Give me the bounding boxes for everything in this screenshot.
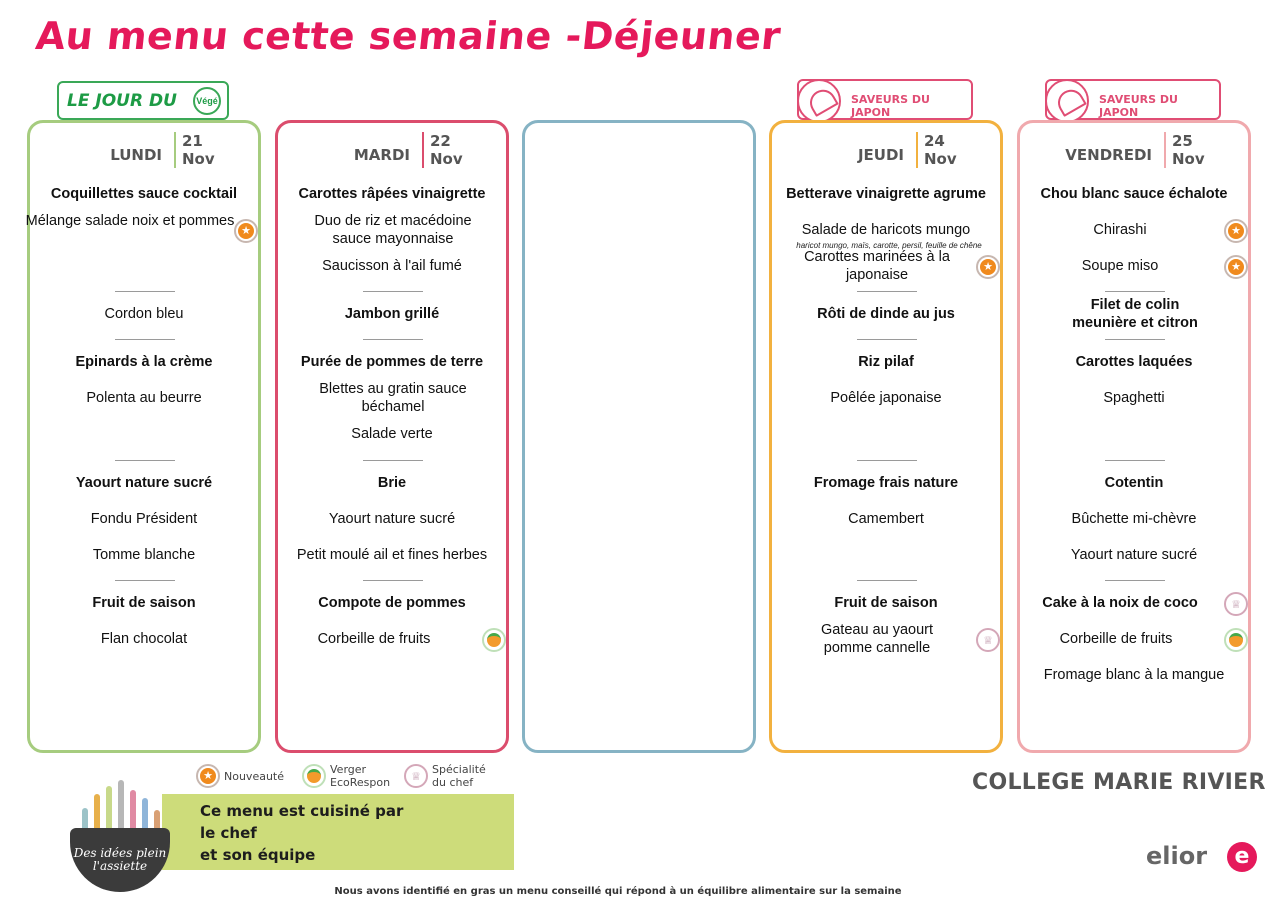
menu-item: Fromage frais nature — [813, 475, 959, 491]
page-title: Au menu cette semaine -Déjeuner — [33, 14, 784, 58]
divider — [115, 291, 175, 292]
day-separator — [422, 132, 424, 168]
day-separator — [1164, 132, 1166, 168]
menu-item: Camembert — [848, 511, 924, 527]
footer-note: Nous avons identifié en gras un menu conseillé qui répond à un équilibre alimentaire sur la semaine — [334, 886, 902, 897]
menu-item: Chou blanc sauce échalote — [1040, 186, 1228, 202]
apple-badge-icon — [482, 628, 506, 652]
apple-badge-icon — [1224, 628, 1248, 652]
banner-vege-label: LE JOUR DU — [67, 90, 177, 111]
menu-item: Flan chocolat — [100, 631, 188, 647]
day-date: 24 Nov — [924, 132, 957, 168]
apple-badge-icon — [302, 764, 326, 788]
menu-item: Mélange salade noix et pommes — [25, 213, 235, 229]
star-badge-icon: ★ — [1224, 255, 1248, 279]
divider — [857, 460, 917, 461]
divider — [857, 339, 917, 340]
menu-item: Yaourt nature sucré — [75, 475, 213, 491]
banner-jour-du-vege — [57, 81, 229, 120]
menu-item: Gateau au yaourt pomme cannelle — [820, 622, 934, 656]
day-column-vendredi — [1017, 120, 1251, 753]
chef-hat-badge-icon: ♕ — [1224, 592, 1248, 616]
banner-japon-label: SAVEURS DU JAPON — [1099, 93, 1178, 119]
chef-message-line: et son équipe — [200, 846, 316, 864]
divider — [363, 580, 423, 581]
menu-item: Fruit de saison — [834, 595, 938, 611]
menu-item: Salade de haricots mungo — [801, 222, 971, 238]
menu-item: Carottes laquées — [1075, 354, 1193, 370]
menu-item: Cotentin — [1104, 475, 1164, 491]
menu-item: Duo de riz et macédoine sauce mayonnaise — [314, 213, 472, 247]
menu-item: Corbeille de fruits — [1059, 631, 1173, 647]
menu-item: Yaourt nature sucré — [328, 511, 456, 527]
divider — [363, 291, 423, 292]
menu-item: Petit moulé ail et fines herbes — [296, 547, 488, 563]
vege-seal-icon: Végé — [193, 87, 221, 115]
day-name: VENDREDI — [1065, 146, 1152, 164]
menu-item: Polenta au beurre — [86, 390, 202, 406]
bowl-logo — [70, 778, 170, 898]
menu-item: Purée de pommes de terre — [300, 354, 484, 370]
menu-item: Rôti de dinde au jus — [817, 306, 955, 322]
menu-item: Riz pilaf — [858, 354, 914, 370]
divider — [1105, 339, 1165, 340]
divider — [857, 580, 917, 581]
divider — [115, 460, 175, 461]
banner-saveurs-japon-jeudi — [797, 79, 973, 120]
legend-label: Nouveauté — [224, 769, 285, 783]
star-badge-icon: ★ — [234, 219, 258, 243]
menu-item: Yaourt nature sucré — [1070, 547, 1198, 563]
menu-item: Carottes râpées vinaigrette — [298, 186, 486, 202]
day-separator — [174, 132, 176, 168]
day-header — [772, 131, 1000, 171]
divider — [363, 460, 423, 461]
day-name: JEUDI — [857, 146, 904, 164]
divider — [1105, 291, 1165, 292]
chef-message-line: Ce menu est cuisiné par — [200, 802, 404, 820]
menu-item: Chirashi — [1093, 222, 1147, 238]
menu-item: Soupe miso — [1081, 258, 1159, 274]
legend-nouveaute — [196, 762, 284, 790]
divider — [1105, 580, 1165, 581]
menu-item-ingredients: haricot mungo, maïs, carotte, persil, feuille de chêne — [796, 241, 982, 250]
day-name: MARDI — [353, 146, 410, 164]
day-header — [1020, 131, 1248, 171]
menu-item: Epinards à la crème — [75, 354, 213, 370]
day-column-jeudi — [769, 120, 1003, 753]
menu-item: Salade verte — [351, 426, 433, 442]
menu-item: Filet de colin meunière et citron — [1072, 297, 1198, 331]
menu-item: Cake à la noix de coco — [1042, 595, 1198, 611]
legend-label: Verger EcoRespon — [330, 763, 391, 789]
banner-saveurs-japon-vendredi — [1045, 79, 1221, 120]
menu-item: Corbeille de fruits — [317, 631, 431, 647]
menu-item: Poêlée japonaise — [830, 390, 942, 406]
menu-item: Bûchette mi-chèvre — [1071, 511, 1197, 527]
divider — [115, 339, 175, 340]
chef-message-box — [162, 794, 514, 870]
menu-item: Spaghetti — [1103, 390, 1165, 406]
menu-item: Jambon grillé — [344, 306, 440, 322]
divider — [857, 291, 917, 292]
school-name: COLLEGE MARIE RIVIER — [972, 770, 1266, 795]
day-column-mercredi — [522, 120, 756, 753]
chef-hat-badge-icon: ♕ — [976, 628, 1000, 652]
divider — [1105, 460, 1165, 461]
day-date: 22 Nov — [430, 132, 463, 168]
menu-item: Saucisson à l'ail fumé — [322, 258, 462, 274]
day-separator — [916, 132, 918, 168]
day-date: 21 Nov — [182, 132, 215, 168]
bowl-logo-text: Des idées plein l'assiette — [73, 846, 167, 873]
legend-specialite — [404, 762, 486, 790]
day-header — [278, 131, 506, 171]
divider — [363, 339, 423, 340]
menu-item: Fruit de saison — [92, 595, 196, 611]
menu-item: Cordon bleu — [104, 306, 184, 322]
menu-item: Coquillettes sauce cocktail — [50, 186, 238, 202]
menu-item: Fromage blanc à la mangue — [1043, 667, 1225, 683]
fan-icon — [797, 79, 841, 123]
menu-item: Tomme blanche — [92, 547, 196, 563]
day-date: 25 Nov — [1172, 132, 1205, 168]
day-column-lundi — [27, 120, 261, 753]
divider — [115, 580, 175, 581]
star-badge-icon: ★ — [976, 255, 1000, 279]
menu-item: Blettes au gratin sauce béchamel — [319, 381, 467, 415]
day-column-mardi — [275, 120, 509, 753]
bowl-dish — [70, 828, 170, 892]
chef-message-line: le chef — [200, 824, 257, 842]
legend-label: Spécialité du chef — [432, 763, 486, 789]
brand-logo-text: elior — [1146, 842, 1208, 870]
day-name: LUNDI — [110, 146, 162, 164]
chef-hat-badge-icon: ♕ — [404, 764, 428, 788]
banner-japon-label: SAVEURS DU JAPON — [851, 93, 930, 119]
menu-item: Compote de pommes — [318, 595, 466, 611]
menu-item: Carottes marinées à la japonaise — [804, 249, 950, 283]
elior-logo-icon: e — [1227, 842, 1257, 872]
fan-icon — [1045, 79, 1089, 123]
star-badge-icon: ★ — [1224, 219, 1248, 243]
legend-verger — [302, 762, 390, 790]
menu-item: Fondu Président — [90, 511, 198, 527]
menu-item: Brie — [377, 475, 407, 491]
star-badge-icon: ★ — [196, 764, 220, 788]
day-header — [30, 131, 258, 171]
menu-item: Betterave vinaigrette agrume — [786, 186, 986, 202]
